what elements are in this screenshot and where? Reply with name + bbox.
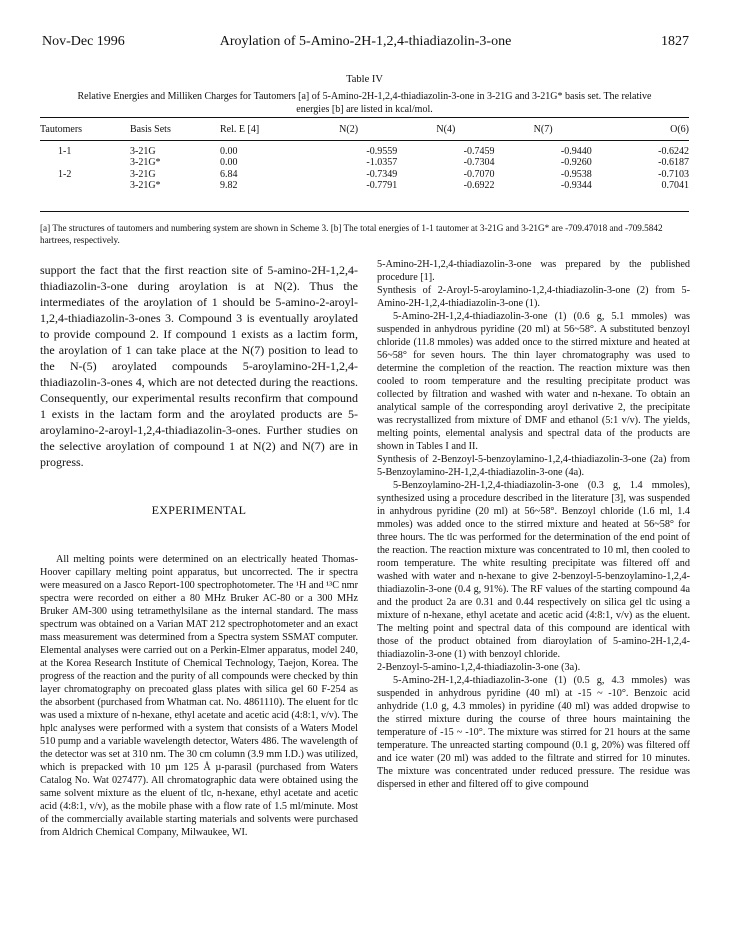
table-row xyxy=(40,169,689,181)
running-header xyxy=(42,34,689,54)
table-bottom-rule xyxy=(40,211,689,212)
table-cell: -0.9260 xyxy=(560,157,592,168)
table-cell: 0.7041 xyxy=(661,180,689,191)
table-cell: 1-1 xyxy=(58,145,72,157)
table-cell: -0.7349 xyxy=(366,168,398,180)
experimental-paragraph: All melting points were determined on an electrically heated Thomas-Hoover capillary melting point apparatus, but uncorrected. The ir spectra were measured on a Jasco Report-100 spectrophotometer. The ¹H and ¹³C nmr spectra were recorded on either a 80 MHz Bruker AC-80 or a 300 MHz Bruker AM-300 using tetramethylsilane as the internal standard. The mass spectrum was obtained on a Varian MAT 212 spectrophotometer and an exact mass measurement was determined from a Spectra system SSMAT computer. Elemental analyses were carried out on a Perkin-Elmer apparatus, model 240, at the Korea Research Institute of Chemical Technology, Taejon, Korea. The progress of the reaction and the purity of all compounds were checked by thin layer chromatography on precoated glass plates with silica gel 60 F-254 as the absorbent (purchased from Whatman cat. No. 4861110). The eluent for tlc was used a mixture of n-hexane, ethyl acetate and acetic acid (4:8:1, v/v). The hplc analyses were performed with a system that consists of a Waters Model 510 pump and a variable wavelength detector, Waters 486. The wavelength of the detector was set at 310 nm. The 30 cm column (3.9 mm I.D.) was utilized, which is prepacked with 10 µm 125 Å µ-parasil (purchased from Waters Catalog No. Wat 027477). All chromatographic data were obtained using the same solvent mixture as the eluent of tlc, n-hexane, ethyl acetate and acetic acid (4:8:1, v/v), as the mobile phase with a flow rate of 1.5 ml/minute. Most of the commercially available starting materials and solvents were purchased from Aldrich Chemical Company, Milwaukee, WI. xyxy=(40,554,358,838)
table-cell: 9.82 xyxy=(220,180,238,191)
table-footnote: [a] The structures of tautomers and numbering system are shown in Scheme 3. [b] The total energies of 1-1 tautomer at 3-21G and 3-21G* are -709.47018 and -709.5842 hartrees, respectively. xyxy=(40,223,663,245)
table-cell: 1-2 xyxy=(58,168,72,180)
table-caption-line-2: energies [b] are listed in kcal/mol. xyxy=(296,104,433,115)
column-header: O(6) xyxy=(670,124,689,135)
issue-date: Nov-Dec 1996 xyxy=(42,34,125,49)
procedure-heading: 2-Benzoyl-5-amino-1,2,4-thiadiazolin-3-one (3a). xyxy=(377,662,581,673)
table-cell: 6.84 xyxy=(220,168,238,180)
table-cell: 0.00 xyxy=(220,157,238,168)
table-cell: -0.6187 xyxy=(658,157,689,168)
table-top-rule xyxy=(40,117,689,118)
table-cell: -0.7791 xyxy=(366,180,398,191)
table-cell: 3-21G xyxy=(130,145,156,157)
paragraph: 5-Amino-2H-1,2,4-thiadiazolin-3-one (1) (0.6 g, 5.1 mmoles) was suspended in anhydrous pyridine (20 ml) at 56~58°. A substituted benzoyl chloride (11.8 mmoles) was added once to the stirred mixture and heated at 56~58° for seven hours. The thin layer chromatography was used to determine the completion of the reaction. The reaction mixture was then cooled to room temperature and the resulting precipitate product was collected by filtration and washed with water and n-hexane. To obtain an analytical sample of the corresponding aroyl derivative 2, the precipitate was recrystallized from mixture of DMF and ethanol (5:1 v/v). The yields, melting points, elemental analysis and spectral data of the products are shown in Tables I and II. xyxy=(377,311,690,452)
table-header-row xyxy=(40,124,689,136)
table-cell xyxy=(40,157,130,169)
procedure-heading: Synthesis of 2-Benzoyl-5-benzoylamino-1,2,4-thiadiazolin-3-one (2a) from 5-Benzoylamino-2H-1,2,4-thiadiazolin-3-one (4a). xyxy=(377,454,690,478)
column-header: Tautomers xyxy=(40,124,83,135)
running-title: Aroylation of 5-Amino-2H-1,2,4-thiadiazolin-3-one xyxy=(219,34,512,49)
table-cell: 3-21G* xyxy=(130,180,161,191)
table-cell: -0.7070 xyxy=(463,168,495,180)
table-cell: -0.6922 xyxy=(463,180,495,191)
table-cell: -0.9538 xyxy=(560,168,592,180)
paragraph: 5-Amino-2H-1,2,4-thiadiazolin-3-one was prepared by the published procedure [1]. xyxy=(377,259,690,283)
right-column xyxy=(377,258,690,791)
table-number: Table IV xyxy=(346,74,383,85)
column-header: N(7) xyxy=(533,124,553,135)
discussion-paragraph: support the fact that the first reaction site of 5-amino-2H-1,2,4-thiadiazolin-3-one during aroylation is at N(2). Thus the intermediates of the aroylation of 1 should be 5-amino-2-aroyl-1,2,4-thiadiazolin-3-ones 3. Compound 3 is eventually aroylated to provide compound 2. If compound 1 exists as a lactim form, the aroylation of 1 can take place at the N(7) position to lead to the N-(5) aroylated compounds 5-aroylamino-2H-1,2,4-thiadiazolin-3-ones 4, which are not detected during the reactions. Consequently, our experimental results reconfirm that compound 1 exists in the lactam form and the aroylated products are 5-aroylamino-2-aroyl-1,2,4-thiadiazolin-3-ones. Further studies on the selective aroylation of compound 1 at N(2) and N(7) are in progress. xyxy=(40,263,358,469)
table-cell: -0.7459 xyxy=(463,145,495,157)
table-caption xyxy=(40,73,689,116)
table-cell: -0.9344 xyxy=(560,180,592,191)
table-cell: 3-21G xyxy=(130,168,156,180)
section-heading: EXPERIMENTAL xyxy=(151,503,247,517)
procedure-heading: Synthesis of 2-Aroyl-5-aroylamino-1,2,4-thiadiazolin-3-one (2) from 5-Amino-2H-1,2,4-thiadiazolin-3-one (1). xyxy=(377,285,690,309)
table-cell: -0.6242 xyxy=(658,145,689,157)
table-caption-line-1: Relative Energies and Milliken Charges for Tautomers [a] of 5-Amino-2H-1,2,4-thiadiazolin-3-one in 3-21G and 3-21G* basis set. The relative xyxy=(77,91,652,102)
table-cell xyxy=(40,180,130,192)
table-cell: -0.9559 xyxy=(366,145,398,157)
table-cell: -1.0357 xyxy=(366,157,398,168)
table-cell: -0.7304 xyxy=(463,157,495,168)
energies-table xyxy=(40,124,689,192)
page-number: 1827 xyxy=(661,34,689,49)
left-column xyxy=(40,262,358,839)
table-row xyxy=(40,146,689,158)
column-header: Basis Sets xyxy=(130,124,171,135)
table-cell: 0.00 xyxy=(220,145,238,157)
table-cell: -0.9440 xyxy=(560,145,592,157)
table-cell: 3-21G* xyxy=(130,157,161,168)
column-header: N(2) xyxy=(339,124,359,135)
table-row xyxy=(40,180,689,192)
column-header: Rel. E [4] xyxy=(220,124,260,135)
paragraph: 5-Amino-2H-1,2,4-thiadiazolin-3-one (1) (0.5 g, 4.3 mmoles) was suspended in anhydrous pyridine (40 ml) at -15 ~ -10°. Benzoic acid anhydride (1.0 g, 4.3 mmoles) in pyridine (40 ml) was added dropwise to the stirred mixture during the course of three hours maintaining the temperature of -15 ~ -10°. The mixture was stirred for 21 hours at the same temperature. The unreacted starting compound (0.1 g, 20%) was filtered off and ice water (20 ml) was added to the filtrate and stirred for 10 minutes. The mixture was concentrated under reduced pressure. The residue was dispersed in ether and filtered off to give compound xyxy=(377,675,690,790)
paragraph: 5-Benzoylamino-2H-1,2,4-thiadiazolin-3-one (0.3 g, 1.4 mmoles), synthesized using a procedure described in the literature [3], was suspended in anhydrous pyridine (20 ml) at 56~58°. Benzoyl chloride (1.6 ml, 1.4 mmoles) was added once to the stirred mixture and heated at 56~58° for three hours. The tlc was performed for the determination of the end point of the reaction. The reaction mixture was concentrated to 10 ml, then cooled to room temperature. The white resulting precipitate was filtered off and washed with water and n-hexane to give 2-benzoyl-5-benzoylamino-1,2,4-thiadiazolin-3-one (0.4 g, 91%). The RF values of the starting compound 4a and the product 2a are 0.31 and 0.44 respectively on silica gel tlc using a mixture of n-hexane, ethyl acetate and acetic acid (4:8:1, v/v) as the eluent. The melting point and spectral data of this compound are identical with those of the product obtained from diaroylation of 5-amino-2H-1,2,4-thiadiazolin-3-one (1) with benzoyl chloride. xyxy=(377,480,690,660)
table-row xyxy=(40,157,689,169)
column-header: N(4) xyxy=(436,124,456,135)
table-cell: -0.7103 xyxy=(658,168,689,180)
